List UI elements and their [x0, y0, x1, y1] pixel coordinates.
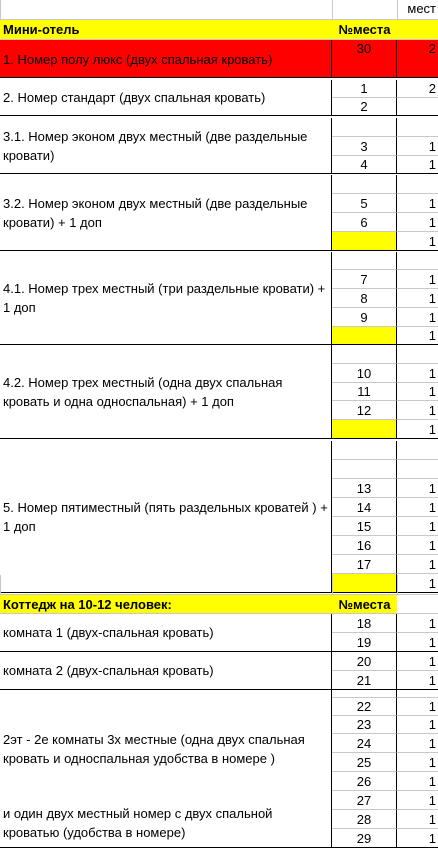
- place-count: [397, 98, 438, 116]
- place-number: 23: [332, 716, 397, 734]
- place-number: 5: [332, 194, 397, 213]
- cottage-header-empty: [397, 595, 438, 614]
- place-count: 1: [397, 383, 438, 401]
- count-spacer: [397, 252, 438, 270]
- room-type-name: 5. Номер пятиместный (пять раздельных кроватей ) + 1 доп: [0, 441, 332, 593]
- place-count: 1: [397, 734, 438, 753]
- cottage-title: Коттедж на 10-12 человек:: [0, 595, 332, 614]
- extra-bed-marker: [332, 327, 397, 345]
- place-number: 29: [332, 829, 397, 848]
- place-number: 25: [332, 753, 397, 772]
- place-count: 1: [397, 698, 438, 716]
- gap-cell: [397, 575, 438, 595]
- place-number: 10: [332, 364, 397, 383]
- room-type-name: комната 2 (двух-спальная кровать): [0, 652, 332, 690]
- mini-hotel-places-header: №места: [332, 20, 397, 40]
- count-spacer: [397, 175, 438, 194]
- place-count: 1: [397, 213, 438, 232]
- place-count: 1: [397, 517, 438, 536]
- place-count: 1: [397, 772, 438, 791]
- place-number: 6: [332, 213, 397, 232]
- place-count: 1: [397, 633, 438, 652]
- place-spacer: [332, 252, 397, 270]
- place-spacer: [332, 460, 397, 479]
- header-empty-name-cell: [0, 0, 332, 20]
- room-type-name: 3.1. Номер эконом двух местный (две раздельные кровати): [0, 118, 332, 174]
- place-number: 11: [332, 383, 397, 401]
- place-spacer: [332, 345, 397, 364]
- count-spacer: [397, 690, 438, 698]
- count-spacer: [397, 345, 438, 364]
- room-type-name-extra: и один двух местный номер с двух спальной кроватью (удобства в номере): [3, 806, 273, 840]
- place-number: 2: [332, 98, 397, 116]
- room-type-name: 4.1. Номер трех местный (три раздельные кровати) + 1 доп: [0, 252, 332, 345]
- place-count: 1: [397, 536, 438, 555]
- place-number: 16: [332, 536, 397, 555]
- place-count: 1: [397, 574, 438, 593]
- place-count: 1: [397, 270, 438, 289]
- place-count: 1: [397, 137, 438, 156]
- header-empty-places-cell: [332, 0, 397, 20]
- gap-cell: [332, 575, 397, 595]
- count-spacer: [397, 441, 438, 460]
- room-type-name: 3.2. Номер эконом двух местный (две раздельные кровати) + 1 доп: [0, 175, 332, 251]
- place-count: 1: [397, 791, 438, 810]
- place-count: 1: [397, 420, 438, 439]
- count-spacer: [397, 118, 438, 137]
- place-number: 26: [332, 772, 397, 791]
- place-count: 1: [397, 829, 438, 848]
- mini-hotel-title: Мини-отель: [0, 20, 332, 40]
- room-type-name: 2эт - 2е комнаты 3х местные (одна двух спальная кровать и односпальная удобства в номере ): [3, 732, 305, 766]
- place-count: 1: [397, 753, 438, 772]
- place-number: 9: [332, 308, 397, 327]
- place-count: 1: [397, 364, 438, 383]
- place-number: 15: [332, 517, 397, 536]
- place-number: 17: [332, 555, 397, 574]
- place-number: 18: [332, 614, 397, 633]
- place-number: 3: [332, 137, 397, 156]
- place-spacer: [332, 690, 397, 698]
- place-count: 1: [397, 156, 438, 174]
- place-count: 1: [397, 479, 438, 498]
- mini-hotel-header-fill: [397, 20, 438, 40]
- place-count: 1: [397, 308, 438, 327]
- place-number: 7: [332, 270, 397, 289]
- place-count: 2: [397, 80, 438, 98]
- place-spacer: [332, 175, 397, 194]
- place-number: 30: [332, 40, 397, 78]
- place-spacer: [332, 441, 397, 460]
- place-count: 1: [397, 327, 438, 345]
- place-number: 22: [332, 698, 397, 716]
- place-number: 21: [332, 671, 397, 690]
- place-count: 2: [397, 40, 438, 78]
- place-number: 20: [332, 652, 397, 671]
- place-number: 12: [332, 401, 397, 420]
- place-count: 1: [397, 232, 438, 251]
- gap-cell: [0, 575, 332, 595]
- place-number: 1: [332, 80, 397, 98]
- room-type-name-block: [0, 690, 332, 848]
- place-number: 4: [332, 156, 397, 174]
- place-number: 8: [332, 289, 397, 308]
- place-number: 19: [332, 633, 397, 652]
- place-count: 1: [397, 498, 438, 517]
- place-count: 1: [397, 555, 438, 574]
- place-count: 1: [397, 716, 438, 734]
- room-type-name: 4.2. Номер трех местный (одна двух спальная кровать и одна односпальная) + 1 доп: [0, 345, 332, 439]
- place-count: 1: [397, 671, 438, 690]
- place-number: 13: [332, 479, 397, 498]
- place-count: 1: [397, 194, 438, 213]
- extra-bed-marker: [332, 232, 397, 251]
- cottage-places-header: №места: [332, 595, 397, 614]
- place-count: 1: [397, 401, 438, 420]
- place-number: 28: [332, 810, 397, 829]
- extra-bed-marker: [332, 420, 397, 439]
- room-type-name: 2. Номер стандарт (двух спальная кровать): [0, 80, 332, 116]
- place-number: 27: [332, 791, 397, 810]
- place-count: 1: [397, 652, 438, 671]
- room-type-name: 1. Номер полу люкс (двух спальная кровать): [0, 40, 332, 78]
- place-number: 14: [332, 498, 397, 517]
- room-type-name: комната 1 (двух-спальная кровать): [0, 614, 332, 652]
- place-count: 1: [397, 810, 438, 829]
- place-count: 1: [397, 289, 438, 308]
- place-spacer: [332, 118, 397, 137]
- place-count: 1: [397, 614, 438, 633]
- header-places-count-label: мест: [397, 0, 438, 20]
- place-number: 24: [332, 734, 397, 753]
- count-spacer: [397, 460, 438, 479]
